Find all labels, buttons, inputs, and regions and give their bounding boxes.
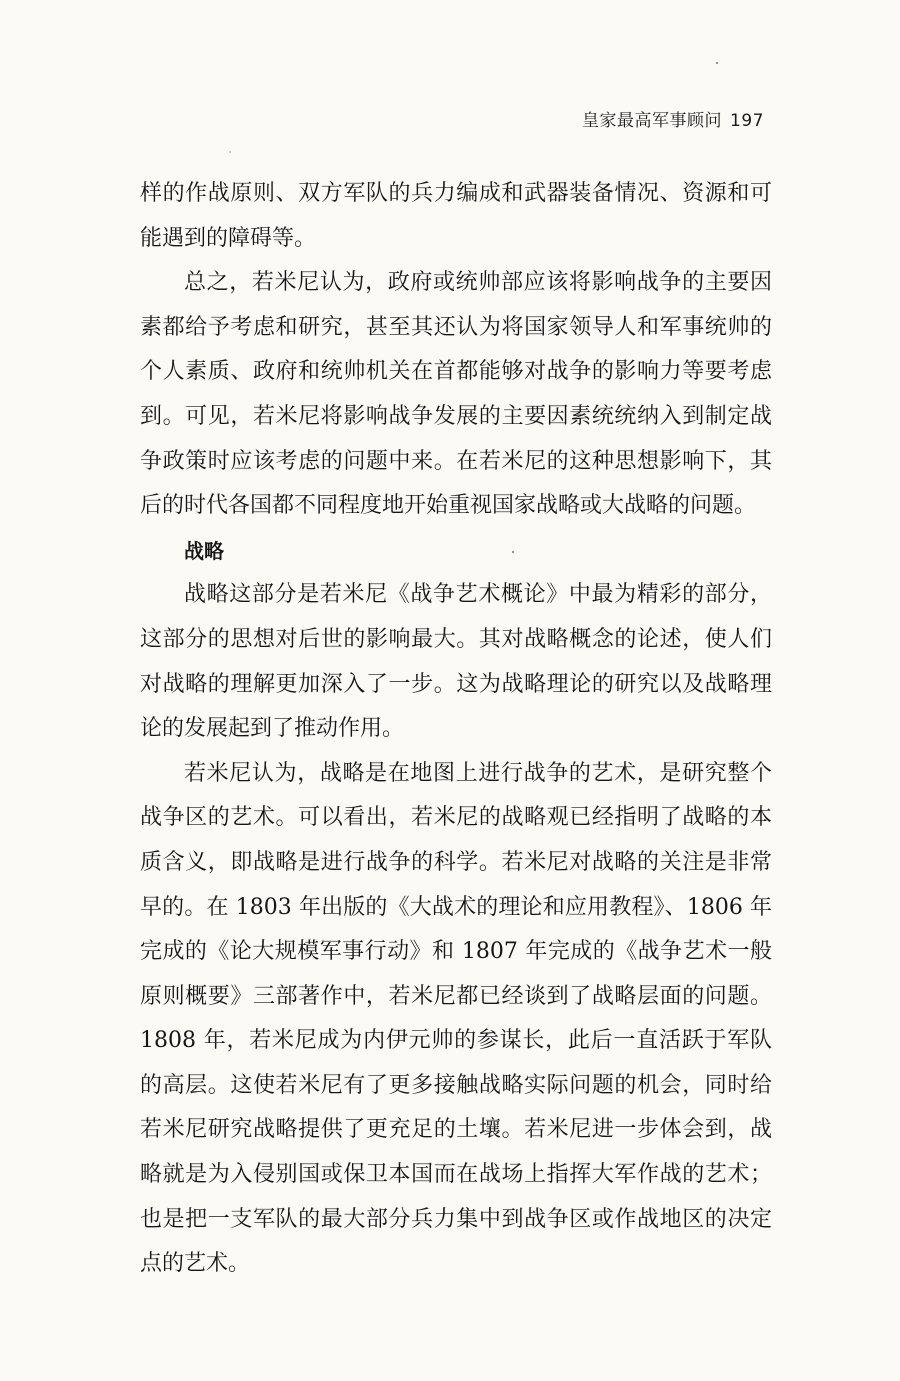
paragraph-strategy-definition: 若米尼认为，战略是在地图上进行战争的艺术，是研究整个战争区的艺术。可以看出，若米尼的战略观已经指明了战略的本质含义，即战略是进行战争的科学。若米尼对战略的关注是非常早的。在 1803 年出版的《大战术的理论和应用教程》、1806 年完成的《论大规模军事行动》和 1807 年完成的《战争艺术一般原则概要》三部著作中，若米尼都已经谈到了战略层面的问题。1808 年，若米尼成为内伊元帅的参谋长，此后一直活跃于军队的高层。这使若米尼有了更多接触战略实际问题的机会，同时给若米尼研究战略提供了更充足的土壤。若米尼进一步体会到，战略就是为入侵别国或保卫本国而在战场上指挥大军作战的艺术；也是把一支军队的最大部分兵力集中到战争区或作战地区的决定点的艺术。 — [140, 760, 772, 1277]
paragraph-summary: 总之，若米尼认为，政府或统帅部应该将影响战争的主要因素都给予考虑和研究，甚至其还认为将国家领导人和军事统帅的个人素质、政府和统帅机关在首都能够对战争的影响力等要考虑到。可见，若米尼将影响战争发展的主要因素统统纳入到制定战争政策时应该考虑的问题中来。在若米尼的这种思想影响下，其后的时代各国都不同程度地开始重视国家战略或大战略的问题。 — [140, 270, 772, 519]
page-number: 197 — [730, 111, 764, 131]
scan-speck — [716, 62, 718, 64]
running-head-title: 皇家最高军事顾问 — [582, 111, 723, 131]
body-text — [140, 172, 772, 1287]
running-head — [582, 106, 764, 131]
paragraph-strategy-intro: 战略这部分是若米尼《战争艺术概论》中最为精彩的部分，这部分的思想对后世的影响最大。其对战略概念的论述，使人们对战略的理解更加深入了一步。这为战略理论的研究以及战略理论的发展起到了推动作用。 — [140, 582, 772, 742]
section-heading: 战略 — [184, 538, 224, 563]
scan-speck — [512, 551, 514, 553]
paragraph-continued: 样的作战原则、双方军队的兵力编成和武器装备情况、资源和可能遇到的障碍等。 — [140, 181, 772, 251]
scan-speck — [229, 151, 231, 153]
